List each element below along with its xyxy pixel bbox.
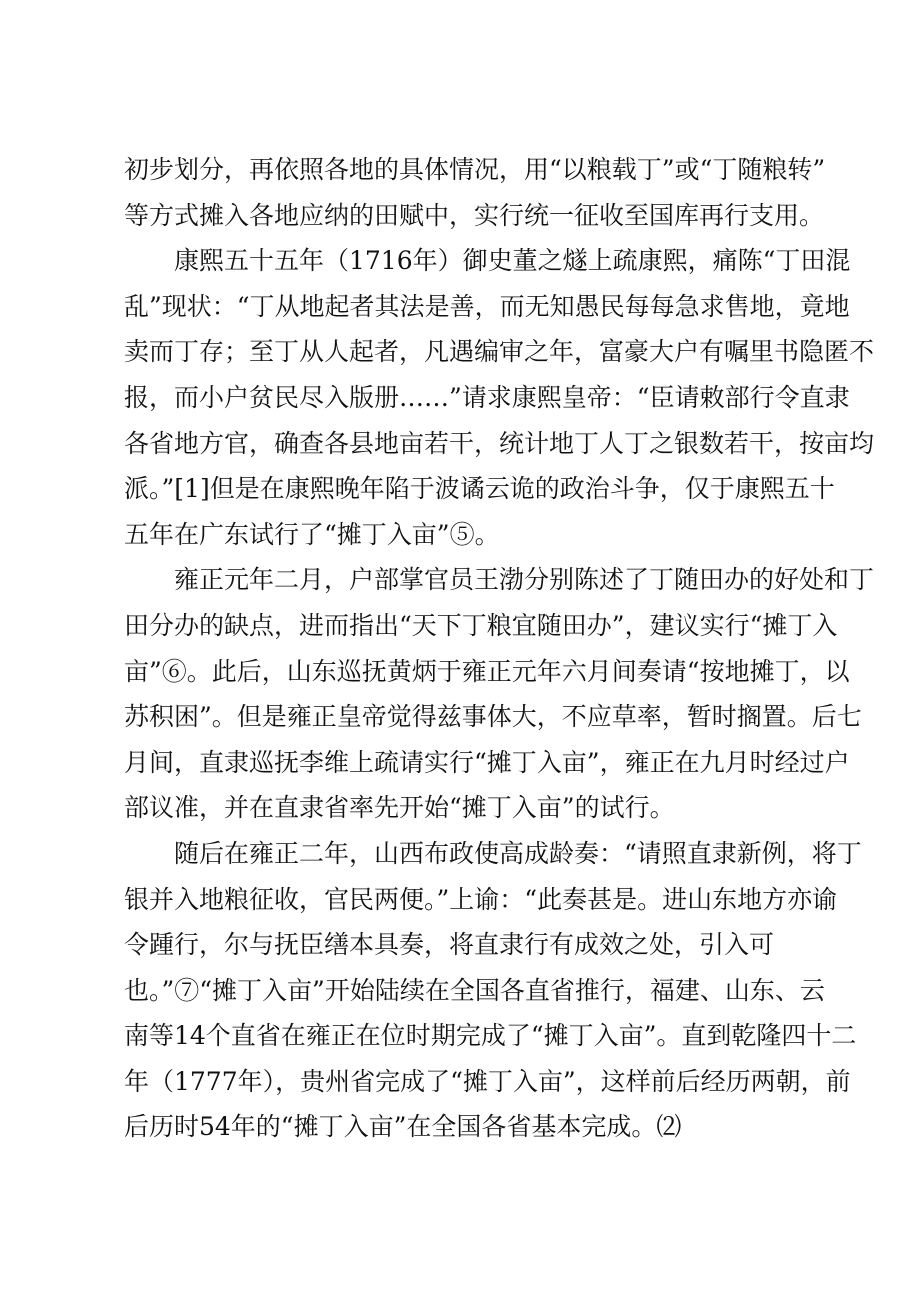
text-line: 各省地方官，确查各县地亩若干，统计地丁人丁之银数若干，按亩均 xyxy=(124,428,875,458)
text-line: 卖而丁存；至丁从人起者，凡遇编审之年，富豪大户有嘱里书隐匿不 xyxy=(124,337,875,367)
text-line: 后历时54年的“摊丁入亩”在全国各省基本完成。⑵ xyxy=(124,1112,682,1142)
text-line: 亩”⑥。此后，山东巡抚黄炳于雍正元年六月间奏请“按地摊丁，以 xyxy=(124,656,850,686)
paragraph xyxy=(124,831,862,968)
text-line: 报，而小户贫民尽入版册……”请求康熙皇帝：“臣请敕部行令直隶 xyxy=(124,382,850,412)
text-line: 乱”现状：“丁从地起者其法是善，而无知愚民每每急求售地，竟地 xyxy=(124,291,850,321)
body-text xyxy=(124,147,875,1150)
text-line: 令踵行，尔与抚臣缮本具奏，将直隶行有成效之处，引入可 xyxy=(124,930,775,960)
text-line: 南等14个直省在雍正在位时期完成了“摊丁入亩”。直到乾隆四十二 xyxy=(124,1021,857,1051)
text-line: 也。”⑦“摊丁入亩”开始陆续在全国各直省推行，福建、山东、云 xyxy=(124,975,825,1005)
text-line: 初步划分，再依照各地的具体情况，用“以粮载丁”或“丁随粮转” xyxy=(124,155,826,184)
paragraph xyxy=(124,557,875,831)
text-line: 银并入地粮征收，官民两便。”上谕：“此奏甚是。进山东地方亦谕 xyxy=(124,884,838,914)
text-line: 苏积困”。但是雍正皇帝觉得兹事体大，不应草率，暂时搁置。后七 xyxy=(124,702,862,732)
text-line: 康熙五十五年（1716年）御史董之燧上疏康熙，痛陈“丁田混 xyxy=(174,246,851,276)
paragraph xyxy=(124,238,875,557)
text-line: 随后在雍正二年，山西布政使高成龄奏：“请照直隶新例，将丁 xyxy=(174,838,862,868)
paragraph xyxy=(124,968,857,1150)
text-line: 派。”[1]但是在康熙晚年陷于波谲云诡的政治斗争，仅于康熙五十 xyxy=(124,474,835,504)
text-line: 部议准，并在直隶省率先开始“摊丁入亩”的试行。 xyxy=(124,793,675,823)
text-line: 雍正元年二月，户部掌官员王渤分别陈述了丁随田办的好处和丁 xyxy=(174,565,875,595)
paragraph xyxy=(124,147,826,238)
text-line: 五年在广东试行了“摊丁入亩”⑤。 xyxy=(124,519,500,549)
text-line: 等方式摊入各地应纳的田赋中，实行统一征收至国库再行支用。 xyxy=(124,200,825,230)
text-line: 年（1777年），贵州省完成了“摊丁入亩”，这样前后经历两朝，前 xyxy=(124,1066,851,1096)
text-line: 月间，直隶巡抚李维上疏请实行“摊丁入亩”，雍正在九月时经过户 xyxy=(124,747,850,777)
text-line: 田分办的缺点，进而指出“天下丁粮宜随田办”，建议实行“摊丁入 xyxy=(124,610,838,640)
